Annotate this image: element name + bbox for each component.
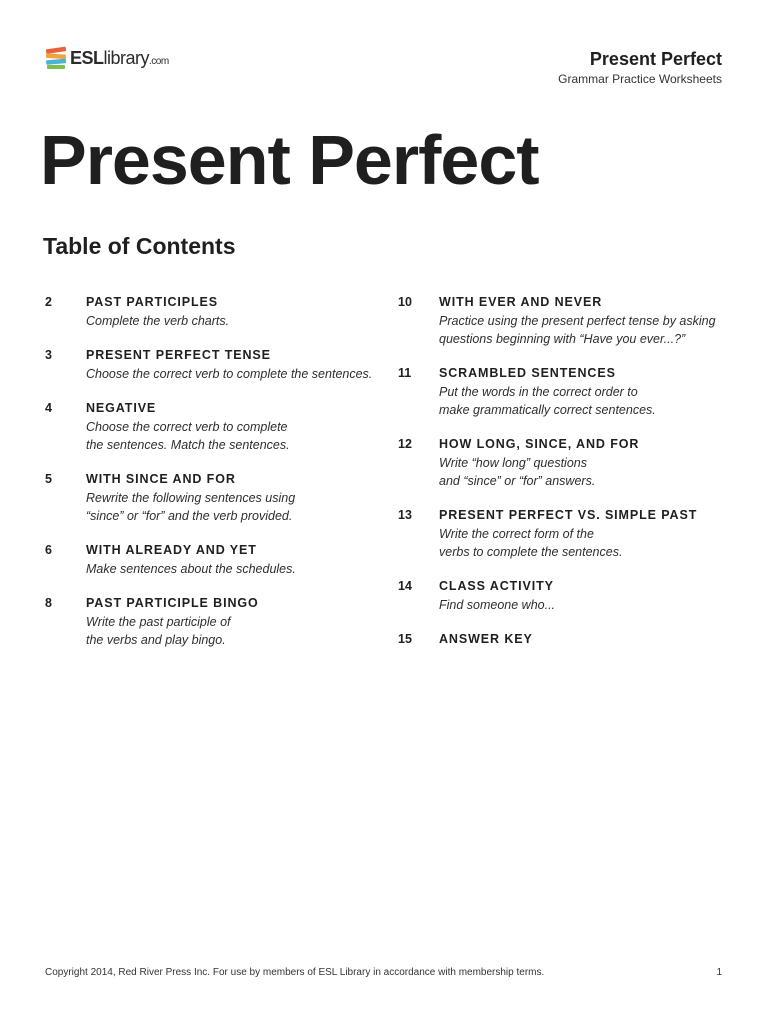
toc-entry-title: SCRAMBLED SENTENCES [439, 366, 616, 380]
toc-entry-description: Choose the correct verb to complete [86, 420, 288, 434]
toc-entry-description: the sentences. Match the sentences. [86, 438, 290, 452]
toc-entry-description: Write the correct form of the [439, 527, 594, 541]
page-title: Present Perfect [40, 121, 539, 199]
toc-entry-title: WITH EVER AND NEVER [439, 295, 603, 309]
toc-entry [398, 578, 728, 614]
toc-entry-description: Practice using the present perfect tense by asking [439, 314, 716, 328]
toc-entry-description: Put the words in the correct order to [439, 385, 638, 399]
header [558, 48, 722, 87]
toc-entry-title: CLASS ACTIVITY [439, 579, 554, 593]
toc-entry-title: PRESENT PERFECT VS. SIMPLE PAST [439, 508, 698, 522]
footer-copyright: Copyright 2014, Red River Press Inc. For use by members of ESL Library in accordance with membership terms. [45, 967, 545, 978]
toc-entry-description: Find someone who... [439, 598, 556, 612]
toc-entry [45, 595, 375, 649]
toc-page-number: 4 [45, 401, 52, 415]
header-subtitle: Grammar Practice Worksheets [558, 72, 722, 86]
toc-entry-description: questions beginning with “Have you ever...?” [439, 332, 686, 346]
toc-page-number: 6 [45, 543, 52, 557]
toc-page-number: 2 [45, 295, 52, 309]
toc-entry [45, 294, 375, 330]
toc-entry-description: Complete the verb charts. [86, 314, 230, 328]
toc-page-number: 10 [398, 295, 412, 309]
toc-entry-description: Write “how long” questions [439, 456, 587, 470]
toc-page-number: 13 [398, 508, 412, 522]
toc-entry-description: the verbs and play bingo. [86, 633, 226, 647]
toc-entry-title: WITH SINCE AND FOR [86, 472, 236, 486]
toc-entry-description: make grammatically correct sentences. [439, 403, 656, 417]
toc-right-column [398, 294, 728, 647]
toc-entry [45, 471, 375, 525]
logo-stripe [46, 47, 66, 54]
toc-entry-description: Choose the correct verb to complete the sentences. [86, 367, 373, 381]
logo-bold: ESL [70, 47, 104, 68]
logo-stripe [46, 59, 66, 65]
toc-left-column [45, 294, 375, 649]
toc-page-number: 3 [45, 348, 52, 362]
toc-entry [398, 436, 728, 490]
toc-entry-description: Write the past participle of [86, 615, 231, 629]
logo-regular: library [103, 47, 150, 68]
toc-entry [398, 365, 728, 419]
toc-entry-description: and “since” or “for” answers. [439, 474, 596, 488]
logo-stripe [46, 53, 66, 59]
toc-entry-title: HOW LONG, SINCE, AND FOR [439, 437, 640, 451]
toc-page-number: 11 [398, 366, 412, 380]
toc-page-number: 5 [45, 472, 52, 486]
toc-entry-description: Make sentences about the schedules. [86, 562, 296, 576]
logo-suffix: .com [149, 55, 169, 67]
toc-entry [398, 507, 728, 561]
toc-entry-title: PAST PARTICIPLE BINGO [86, 596, 259, 610]
logo-stripe [47, 65, 65, 69]
toc-entry [398, 294, 728, 348]
header-title: Present Perfect [589, 49, 722, 69]
toc-entry-description: “since” or “for” and the verb provided. [86, 509, 293, 523]
esl-library-logo [45, 45, 169, 71]
toc-entry-title: ANSWER KEY [439, 632, 533, 646]
toc-entry [45, 542, 375, 578]
logo-text [70, 48, 169, 69]
toc-heading: Table of Contents [43, 233, 236, 259]
toc-entry-description: Rewrite the following sentences using [86, 491, 296, 505]
toc-entry [398, 631, 728, 647]
books-stack-icon [45, 46, 67, 70]
toc-page-number: 15 [398, 632, 412, 646]
footer-page-number: 1 [716, 967, 722, 978]
toc-entry-title: NEGATIVE [86, 401, 157, 415]
toc-page-number: 8 [45, 596, 52, 610]
toc-entry-title: WITH ALREADY AND YET [86, 543, 257, 557]
toc-entry-title: PAST PARTICIPLES [86, 295, 219, 309]
toc-entry-description: verbs to complete the sentences. [439, 545, 623, 559]
toc-page-number: 14 [398, 579, 412, 593]
toc-entry [45, 400, 375, 454]
toc-page-number: 12 [398, 437, 412, 451]
toc-entry-title: PRESENT PERFECT TENSE [86, 348, 271, 362]
toc-entry [45, 347, 375, 383]
